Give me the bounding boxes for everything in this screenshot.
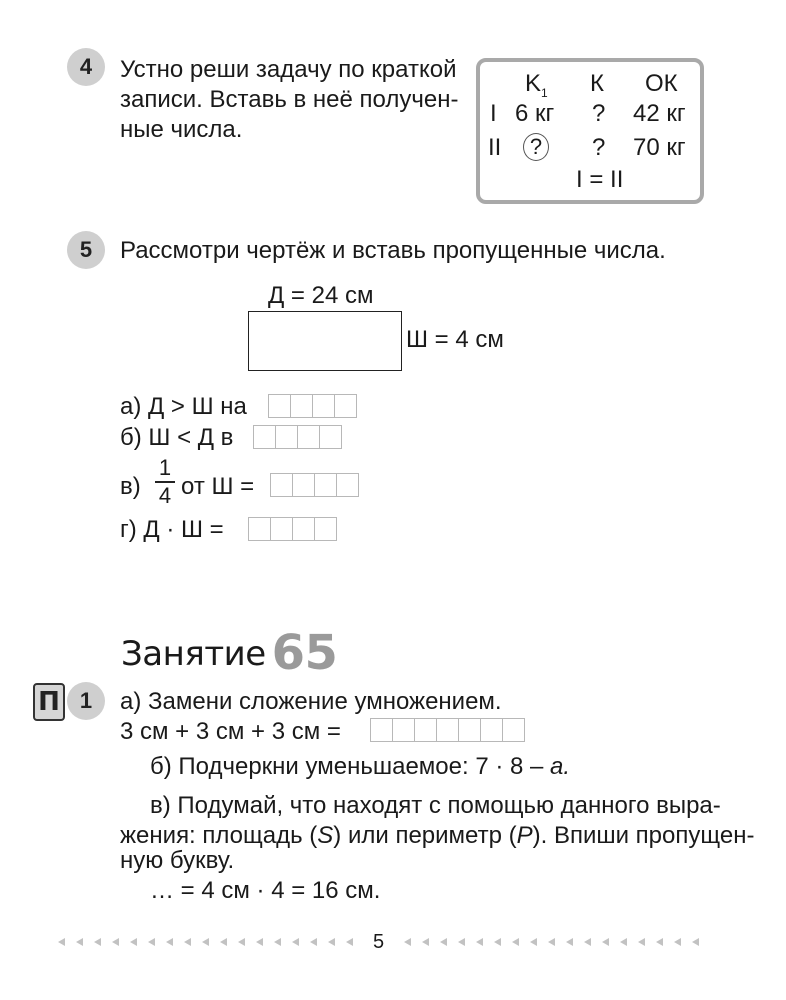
item-b-answer-cells[interactable] <box>253 425 341 449</box>
item-v-fraction <box>155 457 175 507</box>
table-row-2-ok: 70 кг <box>633 134 686 161</box>
table-header-k1: $K_1$ <box>525 70 548 100</box>
rectangle-length-label: Д = 24 см <box>268 282 374 309</box>
task-4-text-line-1: Устно реши задачу по краткой <box>120 56 457 83</box>
rectangle-drawing <box>248 311 402 371</box>
task-5-text: Рассмотри чертёж и вставь пропущенные числа. <box>120 237 666 264</box>
table-header-ok: ОК <box>645 70 678 97</box>
task-1-v-line-2: жения: площадь (S) или периметр (P). Впиши пропущен- <box>120 822 755 849</box>
item-v-prefix: в) <box>120 473 141 500</box>
task-4-number: 4 <box>79 54 93 79</box>
lesson-title-text: Занятие <box>121 634 266 674</box>
fraction-numerator: 1 <box>158 455 172 480</box>
table-header-k: К <box>590 70 604 97</box>
table-row-2-k: ? <box>592 134 606 161</box>
table-row-2-k1-circled-input[interactable]: ? <box>523 133 549 161</box>
rectangle-width-label: Ш = 4 см <box>406 326 504 353</box>
task-4-text-line-2: записи. Вставь в неё получен- <box>120 86 459 113</box>
p-letter-icon: П <box>33 683 65 721</box>
item-g-text: г) Д · Ш = <box>120 516 224 543</box>
task-1-number: 1 <box>79 688 93 713</box>
task-1-a-line-2: 3 см + 3 см + 3 см = <box>120 718 341 745</box>
table-row-1-ok: 42 кг <box>633 100 686 127</box>
task-1-a-answer-cells[interactable] <box>370 718 524 742</box>
right-arrows-decoration <box>404 938 699 946</box>
page-footer <box>58 932 714 952</box>
item-g-answer-cells[interactable] <box>248 517 336 541</box>
table-row-1-k: ? <box>592 100 606 127</box>
item-v-suffix: от Ш = <box>181 473 255 500</box>
item-v-answer-cells[interactable] <box>270 473 358 497</box>
page-number: 5 <box>373 930 385 953</box>
task-1-v-line-3: ную букву. <box>120 847 235 874</box>
task-1-a-line-1: а) Замени сложение умножением. <box>120 688 502 715</box>
task-5-number-badge <box>67 231 105 269</box>
lesson-number: 65 <box>271 625 338 681</box>
table-row-1-k1: 6 кг <box>515 100 555 127</box>
item-a-answer-cells[interactable] <box>268 394 356 418</box>
left-arrows-decoration <box>58 938 353 946</box>
task-5-number: 5 <box>79 237 93 262</box>
task-1-v-line-4: … = 4 см · 4 = 16 см. <box>150 877 381 904</box>
table-condition: I = II <box>576 166 624 193</box>
table-row-1-label: I <box>490 100 497 127</box>
task-1-number-badge <box>67 682 105 720</box>
task-1-v-line-1: в) Подумай, что находят с помощью данного выра- <box>150 792 721 819</box>
task-1-b-line: б) Подчеркни уменьшаемое: 7 · 8 – а. <box>150 753 571 780</box>
task-4-text-line-3: ные числа. <box>120 116 243 143</box>
lesson-title <box>121 625 337 681</box>
fraction-denominator: 4 <box>158 482 172 508</box>
table-row-2-label: II <box>488 134 502 161</box>
item-b-text: б) Ш < Д в <box>120 424 234 451</box>
task-4-number-badge <box>67 48 105 86</box>
item-a-text: а) Д > Ш на <box>120 393 247 420</box>
